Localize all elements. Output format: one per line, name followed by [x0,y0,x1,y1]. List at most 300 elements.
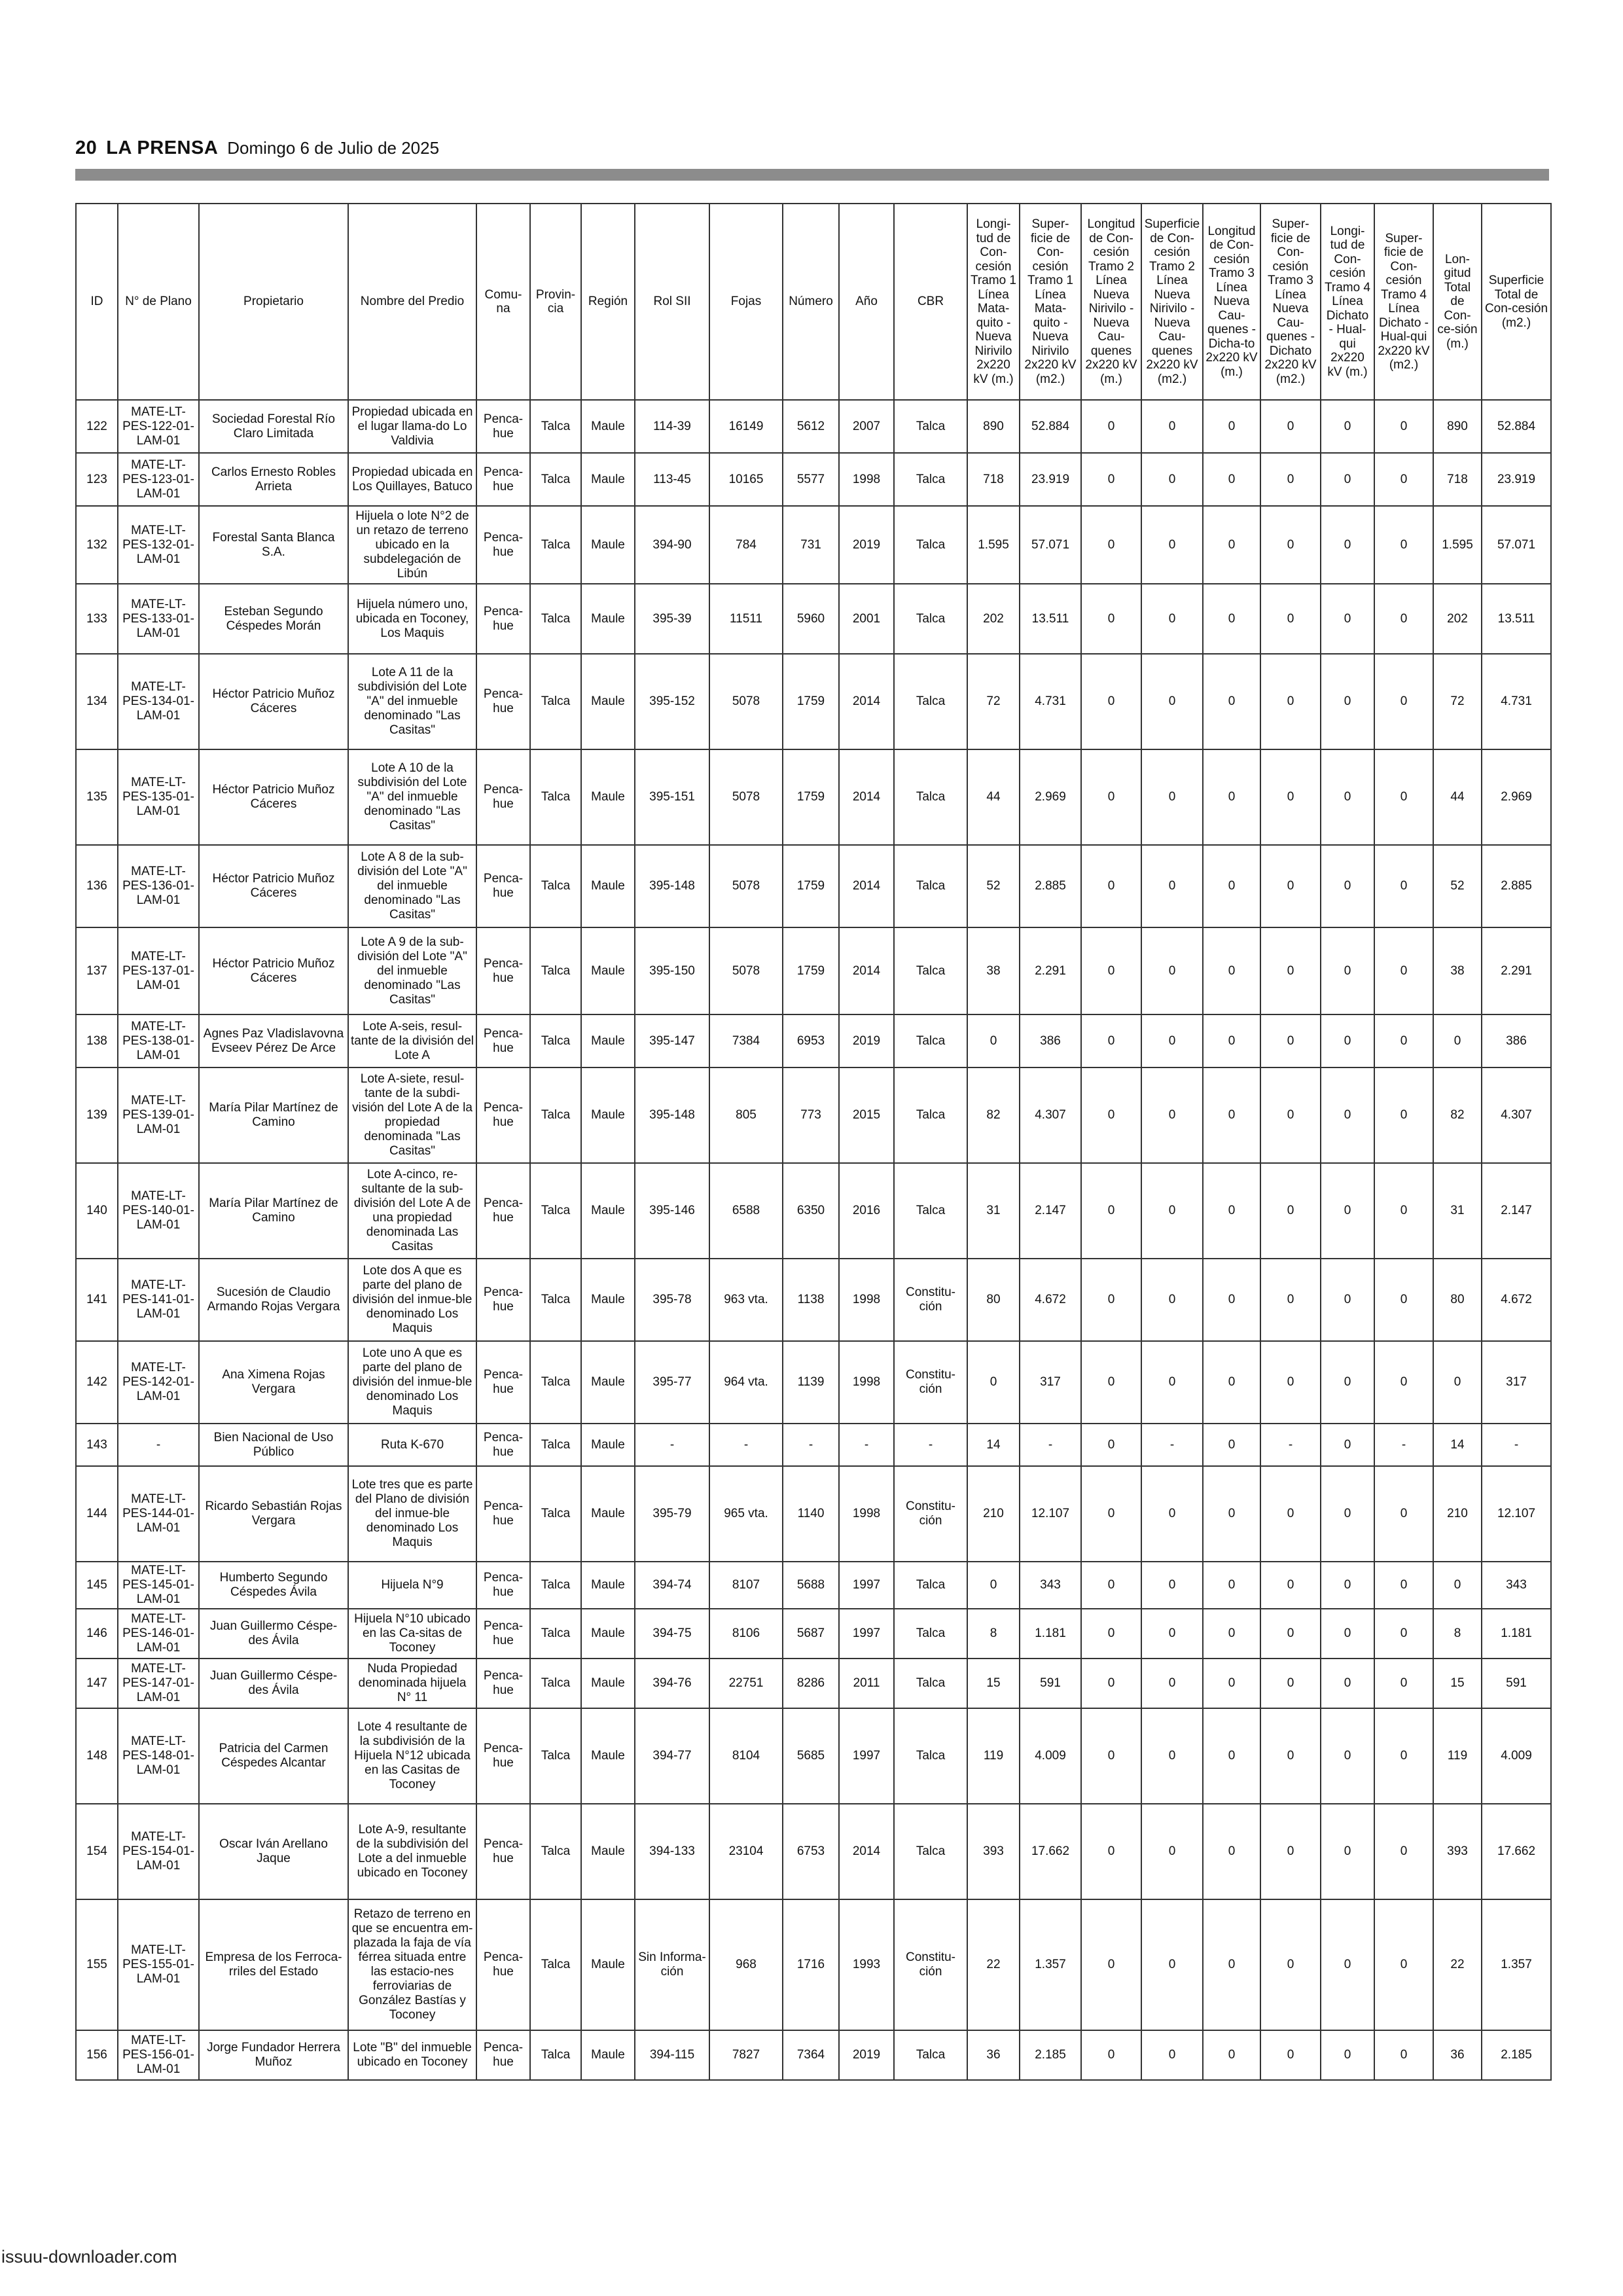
table-cell: Lote A-siete, resul-tante de la subdi-visión del Lote A de la propiedad denominada "Las Casitas" [348,1067,476,1163]
table-cell: 1759 [783,749,839,845]
column-header: Super-ficie de Con-cesión Tramo 4 Línea Dichato - Hual-qui 2x220 kV (m2.) [1374,204,1433,400]
table-cell: 23.919 [1020,453,1081,506]
table-cell: 2.291 [1020,927,1081,1014]
table-cell: 0 [1141,1466,1203,1562]
table-cell: 0 [1374,845,1433,927]
table-cell: 0 [1260,1562,1321,1609]
table-cell: Héctor Patricio Muñoz Cáceres [199,927,348,1014]
table-cell: 0 [1141,1804,1203,1899]
table-cell: Talca [530,1899,581,2030]
table-cell: 0 [1081,845,1141,927]
column-header: Superficie de Con-cesión Tramo 2 Línea Nueva Nirivilo - Nueva Cau-quenes 2x220 kV (m2.) [1141,204,1203,400]
column-header: Lon-gitud Total de Con-ce-sión (m.) [1433,204,1482,400]
table-cell: 52.884 [1482,400,1551,453]
table-cell: 773 [783,1067,839,1163]
table-cell: Maule [581,1014,635,1067]
table-cell: 0 [1141,2030,1203,2080]
table-cell: Maule [581,1424,635,1466]
table-cell: Talca [894,1609,967,1659]
table-cell: 2014 [839,927,894,1014]
table-cell: 22 [967,1899,1020,2030]
table-cell: Talca [530,1562,581,1609]
table-cell: 0 [1374,1659,1433,1708]
table-cell: 0 [1081,927,1141,1014]
table-cell: 0 [967,1562,1020,1609]
table-cell: 202 [967,584,1020,654]
table-cell: 31 [1433,1163,1482,1259]
table-cell: 38 [1433,927,1482,1014]
table-cell: 0 [1203,506,1260,584]
table-cell: Lote A 8 de la sub-división del Lote "A" del inmueble denominado "Las Casitas" [348,845,476,927]
table-cell: 0 [1321,400,1374,453]
table-cell: 2.885 [1482,845,1551,927]
table-cell: 591 [1482,1659,1551,1708]
table-cell: 135 [76,749,118,845]
table-cell: Penca-hue [476,506,530,584]
table-cell: 0 [1260,845,1321,927]
table-cell: Talca [894,1804,967,1899]
table-cell: MATE-LT-PES-134-01-LAM-01 [118,654,199,749]
table-cell: Sociedad Forestal Río Claro Limitada [199,400,348,453]
table-cell: - [118,1424,199,1466]
table-cell: 22 [1433,1899,1482,2030]
table-cell: Talca [894,1067,967,1163]
table-cell: Ruta K-670 [348,1424,476,1466]
table-cell: 2014 [839,845,894,927]
table-cell: Talca [894,400,967,453]
table-cell: Talca [894,749,967,845]
table-cell: 5078 [709,845,783,927]
column-header: Año [839,204,894,400]
table-cell: 0 [1081,654,1141,749]
table-cell: 0 [1141,1014,1203,1067]
table-cell: Carlos Ernesto Robles Arrieta [199,453,348,506]
table-cell: 394-77 [635,1708,709,1804]
table-cell: Sucesión de Claudio Armando Rojas Vergara [199,1259,348,1341]
table-cell: 80 [967,1259,1020,1341]
table-cell: Talca [894,1708,967,1804]
table-cell: MATE-LT-PES-137-01-LAM-01 [118,927,199,1014]
table-row [76,1609,1551,1659]
table-cell: 4.307 [1482,1067,1551,1163]
table-cell: 0 [1321,2030,1374,2080]
table-cell: 2011 [839,1659,894,1708]
table-cell: 0 [1321,1067,1374,1163]
table-cell: 0 [1260,1609,1321,1659]
table-cell: 6588 [709,1163,783,1259]
table-cell: 114-39 [635,400,709,453]
table-cell: 0 [1141,1562,1203,1609]
table-cell: 0 [1081,1899,1141,2030]
column-header: Propietario [199,204,348,400]
table-cell: 0 [1141,1609,1203,1659]
table-cell: MATE-LT-PES-132-01-LAM-01 [118,506,199,584]
table-cell: 143 [76,1424,118,1466]
table-cell: Talca [530,1014,581,1067]
page-number: 20 [75,137,98,158]
table-cell: Lote A-9, resultante de la subdivisión del Lote a del inmueble ubicado en Toconey [348,1804,476,1899]
table-cell: 72 [1433,654,1482,749]
table-cell: 6753 [783,1804,839,1899]
table-cell: Talca [530,1424,581,1466]
table-cell: 0 [1374,1014,1433,1067]
table-cell: 394-133 [635,1804,709,1899]
table-cell: Lote A-cinco, re-sultante de la sub-división del Lote A de una propiedad denominada Las Casitas [348,1163,476,1259]
header-rule [75,169,1549,181]
table-cell: MATE-LT-PES-144-01-LAM-01 [118,1466,199,1562]
table-cell: 148 [76,1708,118,1804]
table-cell: 0 [1374,1609,1433,1659]
table-cell: 718 [1433,453,1482,506]
table-cell: Juan Guillermo Céspe-des Ávila [199,1659,348,1708]
table-cell: Hijuela o lote N°2 de un retazo de terreno ubicado en la subdelegación de Libún [348,506,476,584]
table-cell: 5685 [783,1708,839,1804]
table-cell: 119 [1433,1708,1482,1804]
table-cell: 210 [1433,1466,1482,1562]
table-cell: 0 [1260,1067,1321,1163]
table-cell: MATE-LT-PES-147-01-LAM-01 [118,1659,199,1708]
table-cell: MATE-LT-PES-122-01-LAM-01 [118,400,199,453]
table-cell: 0 [1260,400,1321,453]
table-cell: 31 [967,1163,1020,1259]
table-cell: MATE-LT-PES-155-01-LAM-01 [118,1899,199,2030]
table-cell: - [1260,1424,1321,1466]
table-cell: Maule [581,453,635,506]
table-cell: Talca [894,584,967,654]
table-cell: 393 [1433,1804,1482,1899]
table-cell: 12.107 [1482,1466,1551,1562]
table-cell: - [783,1424,839,1466]
table-cell: 146 [76,1609,118,1659]
table-cell: Constitu-ción [894,1341,967,1424]
table-cell: 5078 [709,654,783,749]
table-cell: Maule [581,1708,635,1804]
table-cell: MATE-LT-PES-146-01-LAM-01 [118,1609,199,1659]
table-cell: 0 [1374,1067,1433,1163]
table-cell: Lote 4 resultante de la subdivisión de la Hijuela N°12 ubicada en las Casitas de Toconey [348,1708,476,1804]
table-cell: 11511 [709,584,783,654]
table-cell: 0 [1203,1708,1260,1804]
table-cell: Penca-hue [476,1424,530,1466]
table-cell: 123 [76,453,118,506]
table-cell: Penca-hue [476,1899,530,2030]
table-cell: 38 [967,927,1020,1014]
table-cell: 0 [1321,506,1374,584]
table-cell: 0 [1081,2030,1141,2080]
table-cell: 0 [1321,1341,1374,1424]
table-cell: 2019 [839,1014,894,1067]
table-cell: 0 [1321,654,1374,749]
table-cell: 0 [1203,1562,1260,1609]
table-cell: 134 [76,654,118,749]
table-cell: Empresa de los Ferroca-rriles del Estado [199,1899,348,2030]
table-cell: 0 [1141,1899,1203,2030]
table-cell: Talca [530,1067,581,1163]
table-cell: 0 [1203,1014,1260,1067]
table-cell: 0 [1433,1341,1482,1424]
table-cell: 2.885 [1020,845,1081,927]
table-cell: 0 [1203,1341,1260,1424]
table-cell: Lote A 10 de la subdivisión del Lote "A" del inmueble denominado "Las Casitas" [348,749,476,845]
table-cell: Maule [581,400,635,453]
table-cell: - [635,1424,709,1466]
table-cell: 1998 [839,453,894,506]
table-cell: 132 [76,506,118,584]
table-cell: 0 [1081,1341,1141,1424]
table-cell: 963 vta. [709,1259,783,1341]
table-row [76,654,1551,749]
table-cell: María Pilar Martínez de Camino [199,1067,348,1163]
table-cell: 0 [1321,1899,1374,2030]
table-cell: 0 [1260,1163,1321,1259]
table-cell: 0 [1374,506,1433,584]
table-cell: 0 [1433,1014,1482,1067]
table-cell: 394-75 [635,1609,709,1659]
table-cell: 394-76 [635,1659,709,1708]
table-cell: 0 [1203,749,1260,845]
table-cell: MATE-LT-PES-142-01-LAM-01 [118,1341,199,1424]
table-cell: Maule [581,1163,635,1259]
table-cell: - [709,1424,783,1466]
table-cell: 0 [1321,1804,1374,1899]
table-cell: 2015 [839,1067,894,1163]
table-cell: 0 [1260,1659,1321,1708]
table-cell: 5687 [783,1609,839,1659]
table-row [76,1163,1551,1259]
table-row [76,1708,1551,1804]
table-cell: - [1141,1424,1203,1466]
table-cell: 0 [1203,2030,1260,2080]
table-cell: 23104 [709,1804,783,1899]
table-cell: 395-147 [635,1014,709,1067]
table-cell: 0 [1203,1163,1260,1259]
table-cell: 44 [1433,749,1482,845]
table-cell: Maule [581,584,635,654]
table-cell: 0 [1081,749,1141,845]
table-cell: 0 [1141,1659,1203,1708]
table-row [76,1659,1551,1708]
table-cell: 154 [76,1804,118,1899]
table-cell: 36 [1433,2030,1482,2080]
column-header: Comu-na [476,204,530,400]
table-cell: 0 [1321,1708,1374,1804]
table-cell: Talca [530,654,581,749]
table-cell: 0 [1321,1562,1374,1609]
table-cell: 1.181 [1020,1609,1081,1659]
table-cell: 0 [1374,584,1433,654]
table-cell: Penca-hue [476,927,530,1014]
table-cell: 17.662 [1482,1804,1551,1899]
table-cell: 343 [1020,1562,1081,1609]
table-cell: 2014 [839,654,894,749]
table-cell: Talca [530,453,581,506]
table-cell: 202 [1433,584,1482,654]
table-cell: 0 [1081,1163,1141,1259]
table-cell: 0 [1081,1659,1141,1708]
column-header: CBR [894,204,967,400]
table-cell: 8107 [709,1562,783,1609]
table-cell: Juan Guillermo Céspe-des Ávila [199,1609,348,1659]
table-cell: 1997 [839,1708,894,1804]
table-cell: 1998 [839,1341,894,1424]
table-cell: 137 [76,927,118,1014]
table-cell: Patricia del Carmen Céspedes Alcantar [199,1708,348,1804]
table-cell: Talca [894,453,967,506]
table-cell: Ricardo Sebastián Rojas Vergara [199,1466,348,1562]
table-cell: 394-74 [635,1562,709,1609]
table-cell: 0 [1260,453,1321,506]
table-cell: 82 [967,1067,1020,1163]
table-cell: 0 [1141,845,1203,927]
table-cell: Talca [530,584,581,654]
table-cell: 8 [967,1609,1020,1659]
table-cell: Jorge Fundador Herrera Muñoz [199,2030,348,2080]
table-cell: 1.595 [967,506,1020,584]
table-cell: 591 [1020,1659,1081,1708]
table-cell: 890 [1433,400,1482,453]
table-row [76,749,1551,845]
table-cell: Talca [894,1562,967,1609]
table-cell: - [1374,1424,1433,1466]
table-cell: 395-152 [635,654,709,749]
table-cell: MATE-LT-PES-148-01-LAM-01 [118,1708,199,1804]
table-cell: 144 [76,1466,118,1562]
table-cell: Penca-hue [476,1067,530,1163]
table-cell: Humberto Segundo Céspedes Ávila [199,1562,348,1609]
table-cell: 0 [1260,1466,1321,1562]
table-cell: 0 [1081,506,1141,584]
table-cell: 13.511 [1020,584,1081,654]
table-cell: 7827 [709,2030,783,2080]
table-cell: 72 [967,654,1020,749]
table-cell: 0 [1374,749,1433,845]
table-cell: 12.107 [1020,1466,1081,1562]
table-cell: 0 [1374,1259,1433,1341]
table-cell: 731 [783,506,839,584]
table-cell: 4.731 [1482,654,1551,749]
table-row [76,927,1551,1014]
table-cell: 15 [1433,1659,1482,1708]
table-cell: 0 [1321,1466,1374,1562]
table-cell: Penca-hue [476,1259,530,1341]
table-cell: Bien Nacional de Uso Público [199,1424,348,1466]
column-header: ID [76,204,118,400]
table-cell: Talca [894,506,967,584]
table-cell: 52.884 [1020,400,1081,453]
table-header-row [76,204,1551,400]
table-cell: 0 [1081,453,1141,506]
table-cell: Constitu-ción [894,1899,967,2030]
table-cell: 393 [967,1804,1020,1899]
table-cell: Héctor Patricio Muñoz Cáceres [199,654,348,749]
table-cell: Talca [530,2030,581,2080]
table-cell: 1.181 [1482,1609,1551,1659]
column-header: Super-ficie de Con-cesión Tramo 1 Línea Mata-quito - Nueva Nirivilo 2x220 kV (m2.) [1020,204,1081,400]
table-cell: 1998 [839,1466,894,1562]
column-header: Nombre del Predio [348,204,476,400]
table-cell: Lote tres que es parte del Plano de división del inmue-ble denominado Los Maquis [348,1466,476,1562]
table-cell: 386 [1482,1014,1551,1067]
table-cell: 395-150 [635,927,709,1014]
table-cell: Talca [894,927,967,1014]
table-cell: María Pilar Martínez de Camino [199,1163,348,1259]
table-cell: 805 [709,1067,783,1163]
column-header: Longi-tud de Con-cesión Tramo 4 Línea Dichato - Hual-qui 2x220 kV (m.) [1321,204,1374,400]
table-cell: 2.147 [1482,1163,1551,1259]
table-cell: Penca-hue [476,1562,530,1609]
table-cell: 1998 [839,1259,894,1341]
table-cell: Talca [894,1014,967,1067]
table-cell: 1139 [783,1341,839,1424]
table-cell: Hijuela número uno, ubicada en Toconey, Los Maquis [348,584,476,654]
table-cell: 22751 [709,1659,783,1708]
table-cell: Talca [530,1659,581,1708]
table-cell: 395-78 [635,1259,709,1341]
table-cell: Maule [581,1259,635,1341]
table-cell: 4.009 [1482,1708,1551,1804]
table-cell: 0 [1141,1163,1203,1259]
table-cell: 1759 [783,654,839,749]
table-cell: 2016 [839,1163,894,1259]
table-cell: 395-79 [635,1466,709,1562]
table-cell: 0 [1203,400,1260,453]
watermark: issuu-downloader.com [1,2247,177,2267]
table-cell: Agnes Paz Vladislavovna Evseev Pérez De Arce [199,1014,348,1067]
table-cell: 0 [1260,927,1321,1014]
table-cell: Nuda Propiedad denominada hijuela N° 11 [348,1659,476,1708]
table-cell: 4.672 [1482,1259,1551,1341]
table-cell: 44 [967,749,1020,845]
table-cell: 0 [967,1014,1020,1067]
table-cell: 1997 [839,1562,894,1609]
table-cell: 2007 [839,400,894,453]
table-cell: 0 [1260,1708,1321,1804]
table-cell: 6350 [783,1163,839,1259]
table-cell: Penca-hue [476,453,530,506]
table-row [76,1466,1551,1562]
table-cell: 0 [1374,1708,1433,1804]
table-row [76,1341,1551,1424]
table-cell: Talca [530,1609,581,1659]
table-row [76,1424,1551,1466]
table-cell: Retazo de terreno en que se encuentra em-plazada la faja de vía férrea situada entre las estacio-nes ferroviarias de González Bastías y Toconey [348,1899,476,2030]
table-cell: 0 [1203,845,1260,927]
table-cell: 0 [1374,1804,1433,1899]
page-header [75,137,439,169]
column-header: Longi-tud de Con-cesión Tramo 1 Línea Mata-quito - Nueva Nirivilo 2x220 kV (m.) [967,204,1020,400]
table-cell: 0 [1141,584,1203,654]
table-cell: 5688 [783,1562,839,1609]
table-row [76,1804,1551,1899]
table-row [76,584,1551,654]
table-cell: Maule [581,927,635,1014]
table-cell: MATE-LT-PES-141-01-LAM-01 [118,1259,199,1341]
table-cell: 0 [1260,1341,1321,1424]
table-cell: Penca-hue [476,1341,530,1424]
table-row [76,1899,1551,2030]
table-cell: Penca-hue [476,654,530,749]
table-cell: Penca-hue [476,1659,530,1708]
table-cell: 968 [709,1899,783,2030]
table-cell: 14 [1433,1424,1482,1466]
table-row [76,1014,1551,1067]
table-cell: Talca [530,1341,581,1424]
table-cell: Héctor Patricio Muñoz Cáceres [199,749,348,845]
table-cell: 5577 [783,453,839,506]
table-cell: 386 [1020,1014,1081,1067]
table-cell: 4.672 [1020,1259,1081,1341]
table-cell: 16149 [709,400,783,453]
